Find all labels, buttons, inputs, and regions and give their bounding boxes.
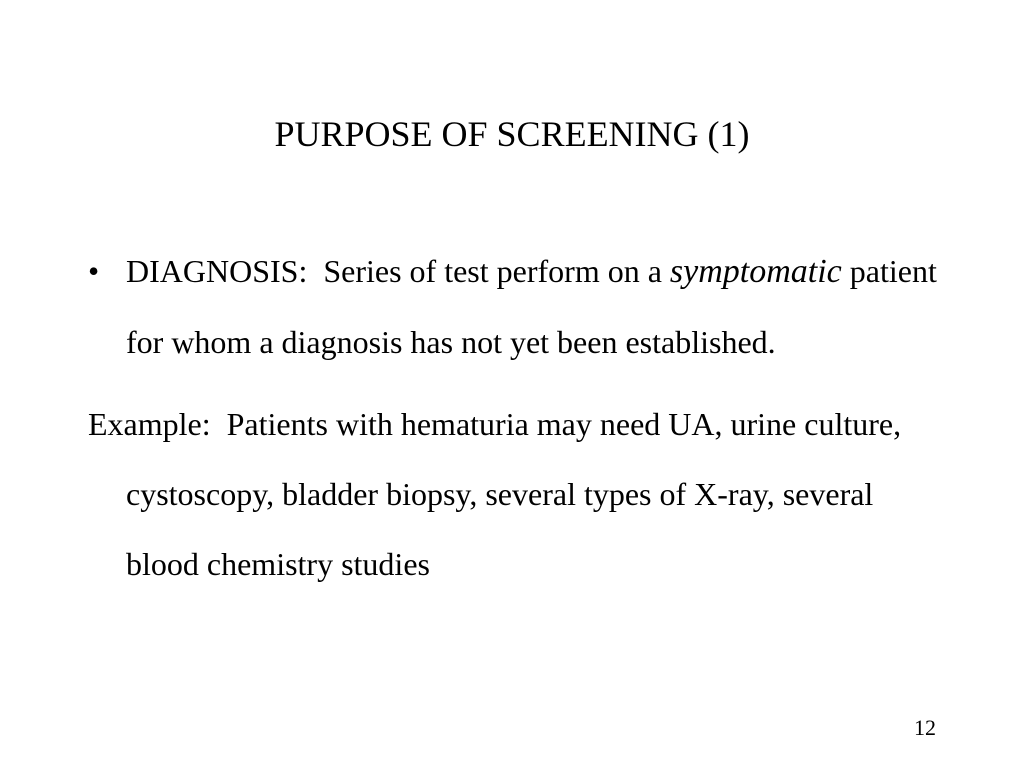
diagnosis-text-before: Series of test perform on a [323,253,662,289]
bullet-icon: • [88,253,100,289]
example-paragraph [88,389,948,599]
example-text: Patients with hematuria may need UA, urine culture, cystoscopy, bladder biopsy, several types of X-ray, several blood chemistry studies [126,406,902,582]
diagnosis-emphasis: symptomatic [669,253,842,290]
slide-title: PURPOSE OF SCREENING (1) [274,114,750,154]
page-number: 12 [914,715,936,740]
diagnosis-text-after: patient for whom a diagnosis has not yet been established. [126,253,937,360]
diagnosis-label: DIAGNOSIS: [126,253,308,289]
example-label: Example: [88,406,211,442]
slide-body [88,236,948,599]
diagnosis-bullet-item [88,236,948,377]
